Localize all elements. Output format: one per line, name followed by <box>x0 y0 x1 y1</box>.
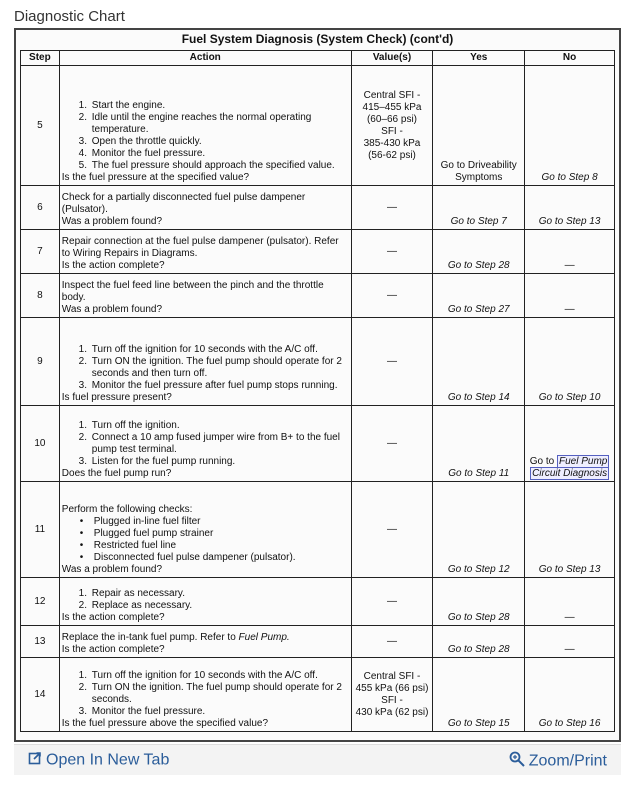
check-item: • Plugged fuel pump strainer <box>90 528 349 540</box>
value-cell: — <box>351 318 433 406</box>
action-steps-list <box>62 344 349 392</box>
yes-cell: Go to Step 7 <box>433 186 525 230</box>
table-row <box>21 626 615 658</box>
table-row <box>21 66 615 186</box>
yes-cell: Go to Step 15 <box>433 658 525 732</box>
open-new-tab-icon <box>28 751 42 770</box>
yes-cell: Go to Driveability Symptoms <box>433 66 525 186</box>
action-steps-list <box>62 420 349 468</box>
action-steps-list <box>62 588 349 612</box>
action-question: Is the action complete? <box>61 612 165 623</box>
action-step: 3. Open the throttle quickly. <box>90 136 349 148</box>
value-cell: — <box>351 230 433 274</box>
action-cell <box>59 318 351 406</box>
action-question: Does the fuel pump run? <box>61 468 172 479</box>
column-header-action: Action <box>59 51 351 66</box>
value-line: SFI - <box>381 694 403 706</box>
value-line: (60–66 psi) <box>366 113 417 125</box>
action-cell <box>59 186 351 230</box>
yes-cell: Go to Step 27 <box>433 274 525 318</box>
action-question: Is the fuel pressure at the specified value? <box>61 172 250 183</box>
step-number: 8 <box>21 274 60 318</box>
action-cell <box>59 230 351 274</box>
action-text: Repair connection at the fuel pulse dampener (pulsator). Refer to Wiring Repairs in Diagrams. <box>61 236 339 259</box>
table-header-row <box>21 51 615 66</box>
no-cell: — <box>525 626 615 658</box>
open-in-new-tab-link[interactable] <box>28 751 169 770</box>
step-number: 11 <box>21 482 60 578</box>
action-step: 3. Monitor the fuel pressure after fuel pump stops running. <box>90 380 349 392</box>
check-item: • Restricted fuel line <box>90 540 349 552</box>
action-cell <box>59 658 351 732</box>
action-question: Was a problem found? <box>61 564 163 575</box>
table-row <box>21 318 615 406</box>
action-question: Is the action complete? <box>61 644 165 655</box>
action-question: Is the action complete? <box>61 260 165 271</box>
table-row <box>21 186 615 230</box>
action-text-main: Replace the in-tank fuel pump. Refer to <box>61 632 236 643</box>
table-row <box>21 230 615 274</box>
diagnostic-chart-image <box>14 28 621 742</box>
table-row <box>21 406 615 482</box>
step-number: 5 <box>21 66 60 186</box>
action-step: 4. Monitor the fuel pressure. <box>90 148 349 160</box>
magnifier-icon <box>509 751 525 772</box>
step-number: 7 <box>21 230 60 274</box>
action-step: 3. Monitor the fuel pressure. <box>90 706 349 718</box>
zoom-print-label: Zoom/Print <box>528 752 607 770</box>
action-text: Perform the following checks: <box>61 504 193 515</box>
fuel-pump-link[interactable]: Fuel Pump <box>559 456 608 467</box>
no-cell: — <box>525 274 615 318</box>
chart-title: Fuel System Diagnosis (System Check) (cont'd) <box>181 32 454 46</box>
action-cell <box>59 274 351 318</box>
zoom-print-link[interactable] <box>509 751 607 772</box>
diagnosis-table <box>20 50 615 732</box>
table-row <box>21 658 615 732</box>
yes-cell: Go to Step 12 <box>433 482 525 578</box>
no-cell: Go to Step 10 <box>525 318 615 406</box>
value-cell: — <box>351 626 433 658</box>
check-item: • Disconnected fuel pulse dampener (pulsator). <box>90 552 349 564</box>
no-cell: Go to Step 13 <box>525 186 615 230</box>
action-question: Is the fuel pressure above the specified value? <box>61 718 269 729</box>
action-cell <box>59 482 351 578</box>
value-cell: — <box>351 274 433 318</box>
value-line: 415–455 kPa <box>362 101 422 113</box>
step-number: 13 <box>21 626 60 658</box>
action-text <box>62 632 349 644</box>
yes-cell: Go to Step 14 <box>433 318 525 406</box>
value-line: 430 kPa (62 psi) <box>355 706 429 718</box>
yes-cell: Go to Step 28 <box>433 230 525 274</box>
open-in-new-tab-label: Open In New Tab <box>46 751 170 769</box>
value-line: (56-62 psi) <box>368 149 416 161</box>
action-step: 2. Idle until the engine reaches the normal operating temperature. <box>90 112 349 136</box>
value-line: Central SFI - <box>363 89 421 101</box>
action-steps-list <box>62 100 349 172</box>
yes-cell: Go to Step 28 <box>433 626 525 658</box>
action-question: Was a problem found? <box>61 304 163 315</box>
no-cell <box>525 406 615 482</box>
action-text: Check for a partially disconnected fuel pulse dampener (Pulsator). <box>61 192 306 215</box>
value-cell <box>351 658 433 732</box>
table-row <box>21 578 615 626</box>
value-cell: — <box>351 482 433 578</box>
step-number: 14 <box>21 658 60 732</box>
action-cell <box>59 626 351 658</box>
action-question: Is fuel pressure present? <box>61 392 172 403</box>
no-cell: — <box>525 578 615 626</box>
action-step: 2. Connect a 10 amp fused jumper wire from B+ to the fuel pump test terminal. <box>90 432 349 456</box>
value-cell: — <box>351 578 433 626</box>
no-prefix: Go to <box>529 456 555 467</box>
action-step: 2. Turn ON the ignition. The fuel pump should operate for 2 seconds. <box>90 682 349 706</box>
check-item: • Plugged in-line fuel filter <box>90 516 349 528</box>
value-line: 455 kPa (66 psi) <box>355 682 429 694</box>
no-cell: Go to Step 13 <box>525 482 615 578</box>
fuel-pump-reference: Fuel Pump. <box>238 632 290 643</box>
action-step: 5. The fuel pressure should approach the specified value. <box>90 160 349 172</box>
value-cell: — <box>351 186 433 230</box>
action-steps-list <box>62 670 349 718</box>
action-step: 1. Turn off the ignition for 10 seconds with the A/C off. <box>90 670 349 682</box>
column-header-no: No <box>525 51 615 66</box>
action-step: 2. Replace as necessary. <box>90 600 349 612</box>
no-cell: Go to Step 8 <box>525 66 615 186</box>
action-text: Inspect the fuel feed line between the pinch and the throttle body. <box>61 280 324 303</box>
value-cell <box>351 66 433 186</box>
step-number: 9 <box>21 318 60 406</box>
page-header: Diagnostic Chart <box>14 8 125 25</box>
circuit-diagnosis-link[interactable]: Circuit Diagnosis <box>532 468 608 479</box>
table-row <box>21 482 615 578</box>
table-row <box>21 274 615 318</box>
value-cell: — <box>351 406 433 482</box>
column-header-values: Value(s) <box>351 51 433 66</box>
action-step: 1. Start the engine. <box>90 100 349 112</box>
action-cell <box>59 406 351 482</box>
no-cell: Go to Step 16 <box>525 658 615 732</box>
action-step: 1. Repair as necessary. <box>90 588 349 600</box>
column-header-yes: Yes <box>433 51 525 66</box>
image-footer-bar <box>14 744 621 775</box>
yes-cell: Go to Step 11 <box>433 406 525 482</box>
step-number: 12 <box>21 578 60 626</box>
step-number: 10 <box>21 406 60 482</box>
action-cell <box>59 66 351 186</box>
value-line: Central SFI - <box>363 670 421 682</box>
value-line: 385-430 kPa <box>363 137 421 149</box>
action-question: Was a problem found? <box>61 216 163 227</box>
action-step: 3. Listen for the fuel pump running. <box>90 456 349 468</box>
action-step: 2. Turn ON the ignition. The fuel pump should operate for 2 seconds and then turn off. <box>90 356 349 380</box>
action-step: 1. Turn off the ignition for 10 seconds with the A/C off. <box>90 344 349 356</box>
action-cell <box>59 578 351 626</box>
value-line: SFI - <box>381 125 403 137</box>
step-number: 6 <box>21 186 60 230</box>
action-step: 1. Turn off the ignition. <box>90 420 349 432</box>
checks-list <box>62 516 349 564</box>
yes-cell: Go to Step 28 <box>433 578 525 626</box>
column-header-step: Step <box>21 51 60 66</box>
no-cell: — <box>525 230 615 274</box>
